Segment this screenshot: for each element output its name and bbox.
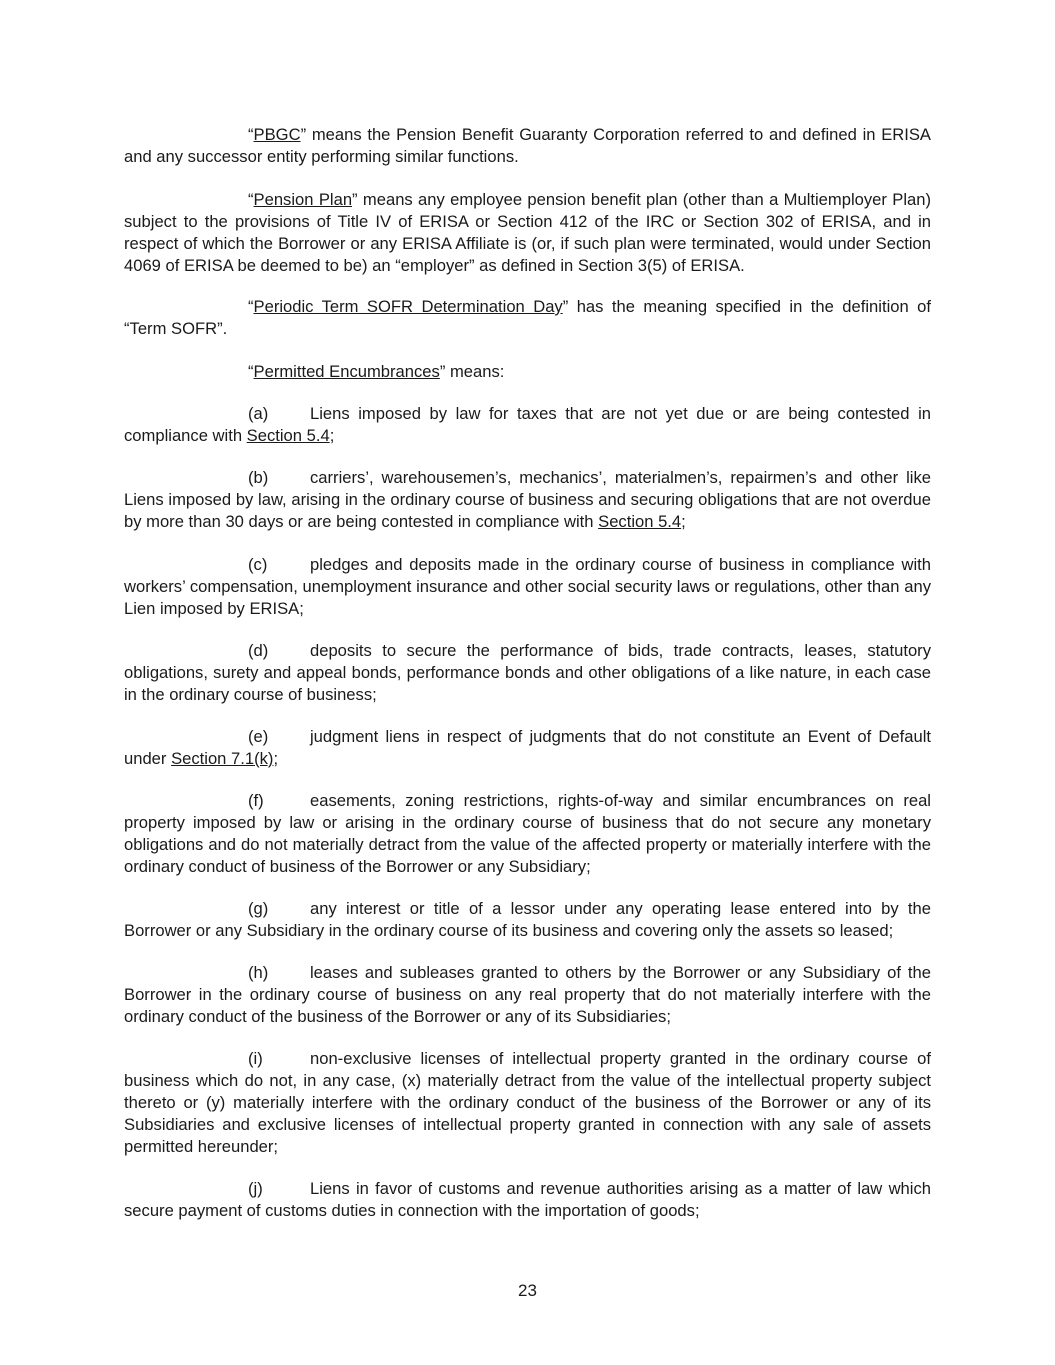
clause-label: (f) <box>248 791 264 810</box>
clause-label: (b) <box>248 468 269 487</box>
clause-f: (f) easements, zoning restrictions, rights-of-way and similar encumbrances on real property imposed by law or arising in the ordinary course of business that do not secure any monetary obligations and do not materially detract from the value of the affected property or materially interfere with the ordinary conduct of business of the Borrower or any Subsidiary; <box>124 791 931 876</box>
section-reference: Section 5.4 <box>598 512 682 531</box>
clause-i: (i) non-exclusive licenses of intellectual property granted in the ordinary course of business which do not, in any case, (x) materially detract from the value of the intellectual property subject thereto or (y) materially interfere with the ordinary conduct of the business of the Borrower or any of its Subsidiaries and exclusive licenses of intellectual property granted in connection with any sale of assets permitted hereunder; <box>124 1049 931 1156</box>
definition-pbgc: “PBGC” means the Pension Benefit Guaranty Corporation referred to and defined in ERISA and any successor entity performing similar functions. <box>124 125 931 166</box>
clause-label: (c) <box>248 555 268 574</box>
clause-d: (d) deposits to secure the performance of bids, trade contracts, leases, statutory obligations, surety and appeal bonds, performance bonds and other obligations of a like nature, in each case in the ordinary course of business; <box>124 641 931 704</box>
section-reference: Section 5.4 <box>246 426 330 445</box>
clause-label: (g) <box>248 899 269 918</box>
clause-label: (a) <box>248 404 269 423</box>
definition-pension-plan: “Pension Plan” means any employee pension benefit plan (other than a Multiemployer Plan) subject to the provisions of Title IV of ERISA or Section 412 of the IRC or Section 302 of ERISA, and in respect of which the Borrower or any ERISA Affiliate is (or, if such plan were terminated, would under Section 4069 of ERISA be deemed to be) an “employer” as defined in Section 3(5) of ERISA. <box>124 190 931 275</box>
clause-label: (d) <box>248 641 269 660</box>
clause-h: (h) leases and subleases granted to others by the Borrower or any Subsidiary of the Borrower in the ordinary course of business on any real property that do not materially interfere with the ordinary conduct of the business of the Borrower or any of its Subsidiaries; <box>124 963 931 1026</box>
page-number: 23 <box>518 1281 537 1300</box>
clause-a: (a) Liens imposed by law for taxes that are not yet due or are being contested in compliance with Section 5.4; <box>124 404 931 445</box>
defined-term: PBGC <box>253 125 301 144</box>
clause-e: (e) judgment liens in respect of judgments that do not constitute an Event of Default under Section 7.1(k); <box>124 727 931 768</box>
defined-term: Pension Plan <box>253 190 353 209</box>
section-reference: Section 7.1(k) <box>171 749 274 768</box>
clause-label: (j) <box>248 1179 263 1198</box>
clause-label: (h) <box>248 963 269 982</box>
clause-c: (c) pledges and deposits made in the ordinary course of business in compliance with workers’ compensation, unemployment insurance and other social security laws or regulations, other than any Lien imposed by ERISA; <box>124 555 931 618</box>
clause-b: (b) carriers’, warehousemen’s, mechanics’, materialmen’s, repairmen’s and other like Liens imposed by law, arising in the ordinary course of business and securing obligations that are not overdue by more than 30 days or are being contested in compliance with Section 5.4; <box>124 468 931 531</box>
clause-label: (e) <box>248 727 269 746</box>
definition-permitted-encumbrances: “Permitted Encumbrances” means: <box>248 362 505 381</box>
defined-term: Permitted Encumbrances <box>253 362 440 381</box>
clause-j: (j) Liens in favor of customs and revenue authorities arising as a matter of law which secure payment of customs duties in connection with the importation of goods; <box>124 1179 931 1220</box>
definition-periodic-term-sofr: “Periodic Term SOFR Determination Day” has the meaning specified in the definition of “Term SOFR”. <box>124 297 932 338</box>
defined-term: Periodic Term SOFR Determination Day <box>253 297 563 316</box>
clause-g: (g) any interest or title of a lessor under any operating lease entered into by the Borrower or any Subsidiary in the ordinary course of its business and covering only the assets so leased; <box>124 899 931 940</box>
clause-label: (i) <box>248 1049 263 1068</box>
